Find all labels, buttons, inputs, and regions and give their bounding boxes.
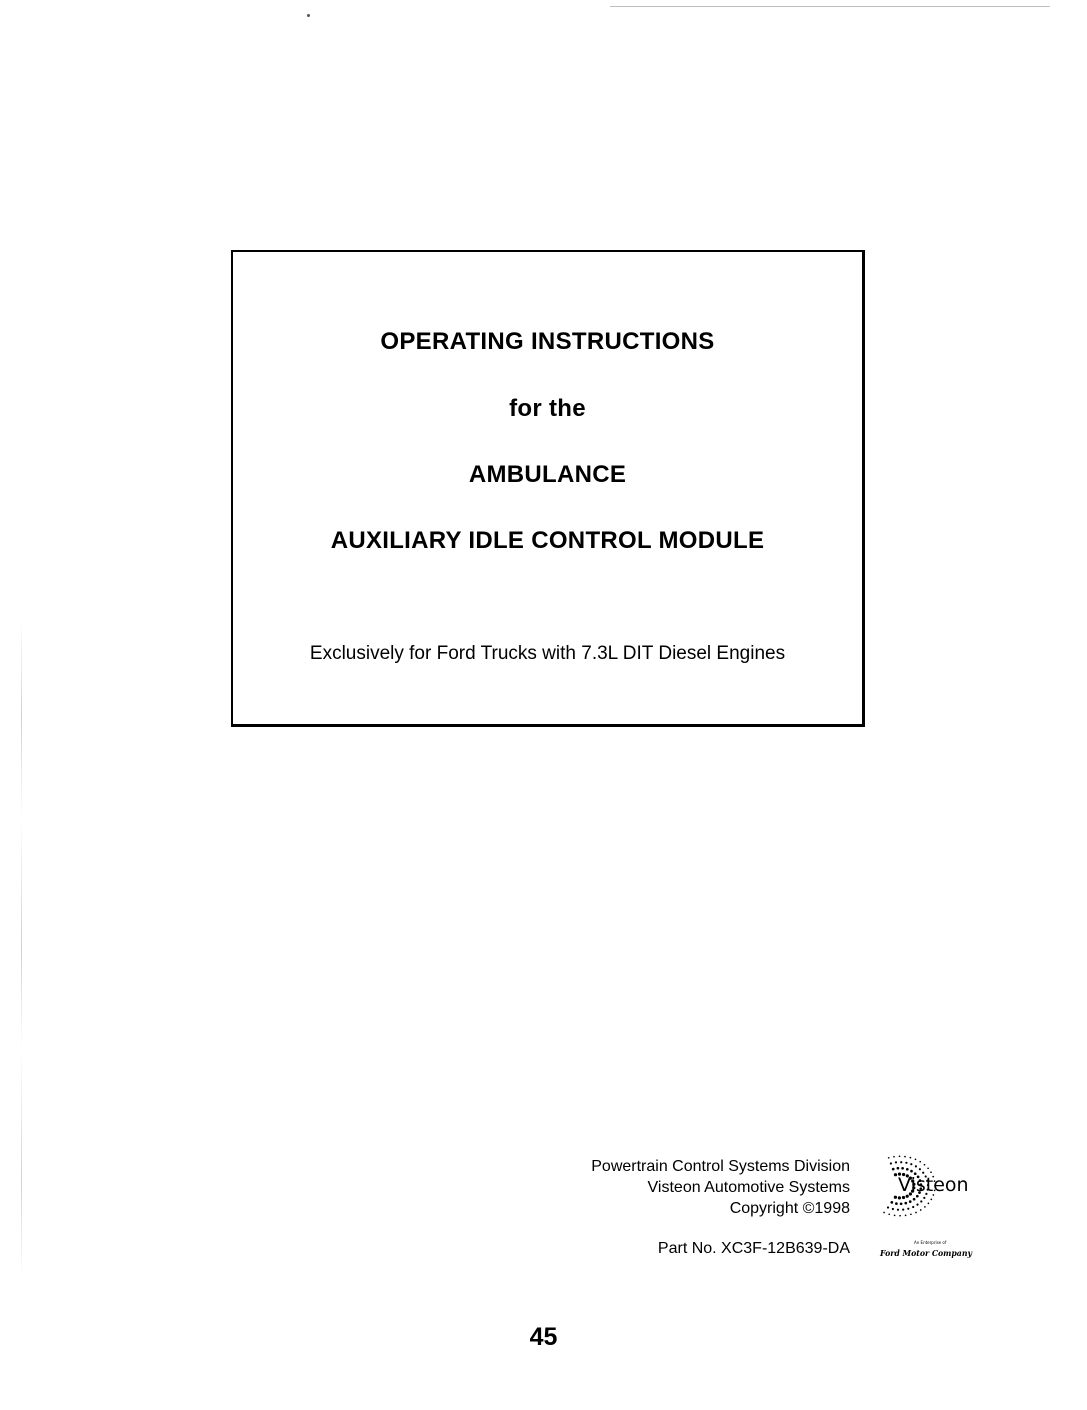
company-name: Visteon Automotive Systems xyxy=(647,1179,850,1196)
document-heading: OPERATING INSTRUCTIONS xyxy=(380,328,715,355)
scan-artifact-speck xyxy=(307,14,310,17)
visteon-wordmark: Visteon xyxy=(898,1174,969,1196)
credit-block xyxy=(520,1156,850,1219)
page-number: 45 xyxy=(529,1323,558,1351)
copyright-notice: Copyright ©1998 xyxy=(729,1200,850,1217)
visteon-logo xyxy=(862,1150,992,1270)
scan-artifact-line xyxy=(610,6,1050,7)
part-number: Part No. XC3F-12B639-DA xyxy=(657,1240,850,1257)
product-line-1: AMBULANCE xyxy=(468,461,627,488)
division-name: Powertrain Control Systems Division xyxy=(591,1158,850,1175)
ford-signature: Ford Motor Company xyxy=(879,1249,973,1259)
enterprise-tagline: An Enterprise of xyxy=(914,1240,947,1245)
for-the-line: for the xyxy=(509,395,586,422)
scan-artifact-edge xyxy=(21,620,22,1280)
document-subtitle: Exclusively for Ford Trucks with 7.3L DIT Diesel Engines xyxy=(309,643,786,664)
product-line-2: AUXILIARY IDLE CONTROL MODULE xyxy=(330,527,765,554)
title-box xyxy=(231,250,865,727)
